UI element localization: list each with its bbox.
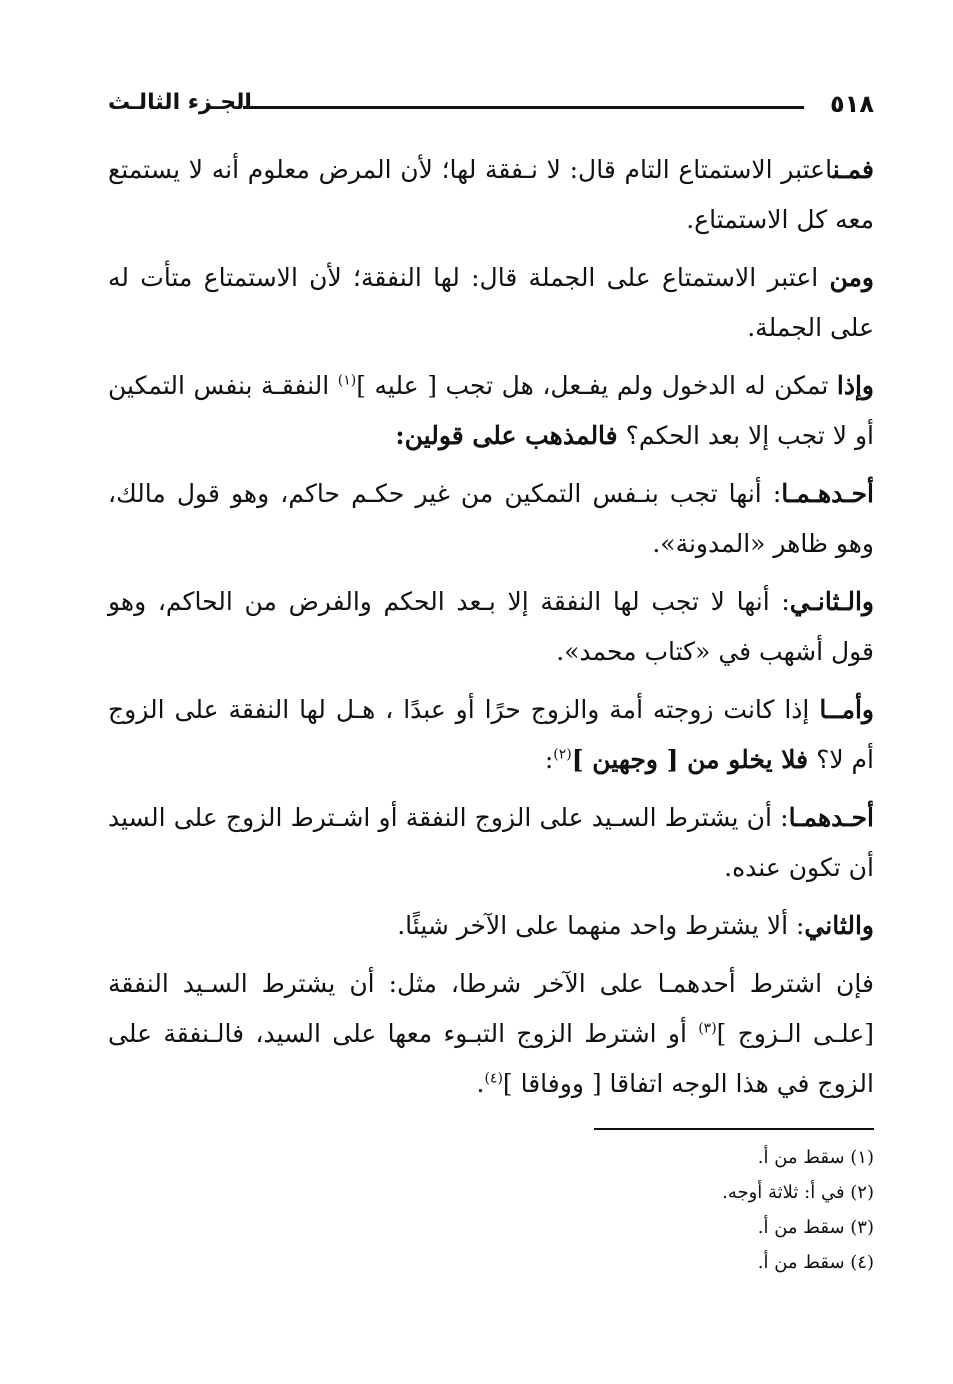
paragraph-8 [108, 901, 874, 951]
footnote-marker: (٢) [553, 746, 572, 763]
footnote-marker: (١) [337, 372, 357, 389]
footnote-marker: (٤) [484, 1070, 503, 1087]
footnote-rule [594, 1128, 874, 1130]
paragraph-lead: ومن [829, 263, 874, 292]
paragraph-4 [108, 469, 874, 569]
footnote-marker: (٣) [698, 1020, 717, 1037]
footnotes [108, 1140, 874, 1280]
paragraph-text: : ألا يشترط واحد منهما على الآخر شيئًا. [397, 911, 805, 940]
paragraph-text: . [476, 1069, 485, 1098]
running-head: الجـزء الثالـث [108, 90, 252, 115]
paragraph-lead: وإذا [836, 371, 874, 400]
paragraph-text: أو اشترط الزوج التبـوء معها على السيد، فالـنفقة على الزوج في هذا الوجه اتفاقا [ ووفاقا ] [108, 1019, 874, 1098]
paragraph-text: اعتبر الاستمتاع على الجملة قال: لها النفقة؛ لأن الاستمتاع متأت له على الجملة. [108, 263, 874, 342]
page-number: ٥١٨ [830, 90, 874, 118]
paragraph-text: فإن اشترط أحدهمـا على الآخر شرطا، مثل: أن يشترط السـيد النفقة [علـى الـزوج ] [108, 969, 875, 1048]
paragraph-bold-tail: فالمذهب على قولين: [395, 421, 618, 450]
paragraph-7 [108, 793, 874, 893]
paragraph-3 [108, 361, 874, 461]
paragraph-text: : أنها لا تجب لها النفقة إلا بـعد الحكم والفرض من الحاكم، وهو قول أشهب في «كتاب محمد». [108, 587, 874, 666]
paragraph-9 [108, 959, 874, 1109]
footnote-item: (٤) سقط من أ. [757, 1252, 874, 1273]
paragraph-text: : [544, 745, 554, 774]
paragraph-lead: فمـن [832, 155, 874, 184]
main-text [108, 145, 874, 1117]
paragraph-2 [108, 253, 874, 353]
footnote-item: (٣) سقط من أ. [757, 1217, 874, 1238]
paragraph-lead: أحـدهـمـا [781, 479, 874, 508]
paragraph-lead: وأمــا [819, 695, 874, 724]
paragraph-lead: أحـدهمـا [788, 803, 874, 832]
paragraph-text: تمكن له الدخول ولم يفـعل، هل تجب [ عليه ] [356, 371, 837, 400]
paragraph-bold-mid: فلا يخلو من [ وجهين ] [571, 745, 809, 774]
paragraph-text: : أن يشترط السـيد على الزوج النفقة أو اشـترط الزوج على السيد أن تكون عنده. [108, 803, 874, 882]
paragraph-text: اعتبر الاستمتاع التام قال: لا نـفقة لها؛ لأن المرض معلوم أنه لا يستمتع معه كل الاستمتاع. [108, 155, 874, 234]
paragraph-text: إذا كانت زوجته أمة والزوج حرًا أو عبدًا ، هـل لها النفقة على الزوج أم لا؟ [108, 695, 874, 774]
paragraph-lead: والـثانـي [789, 587, 874, 616]
footnote-item: (١) سقط من أ. [757, 1147, 874, 1168]
paragraph-1 [108, 145, 874, 245]
paragraph-text: : أنها تجب بنـفس التمكين من غير حكـم حاكم، وهو قول مالك، وهو ظاهر «المدونة». [108, 479, 874, 558]
footnote-item: (٢) في أ: ثلاثة أوجه. [722, 1182, 874, 1203]
page-header [108, 88, 874, 124]
paragraph-lead: والثاني [804, 911, 874, 940]
paragraph-6 [108, 685, 874, 785]
paragraph-5 [108, 577, 874, 677]
header-rule [243, 106, 804, 109]
paragraph-text: النفقـة بنفس التمكين أو لا تجب إلا بعد الحكم؟ [108, 371, 874, 450]
